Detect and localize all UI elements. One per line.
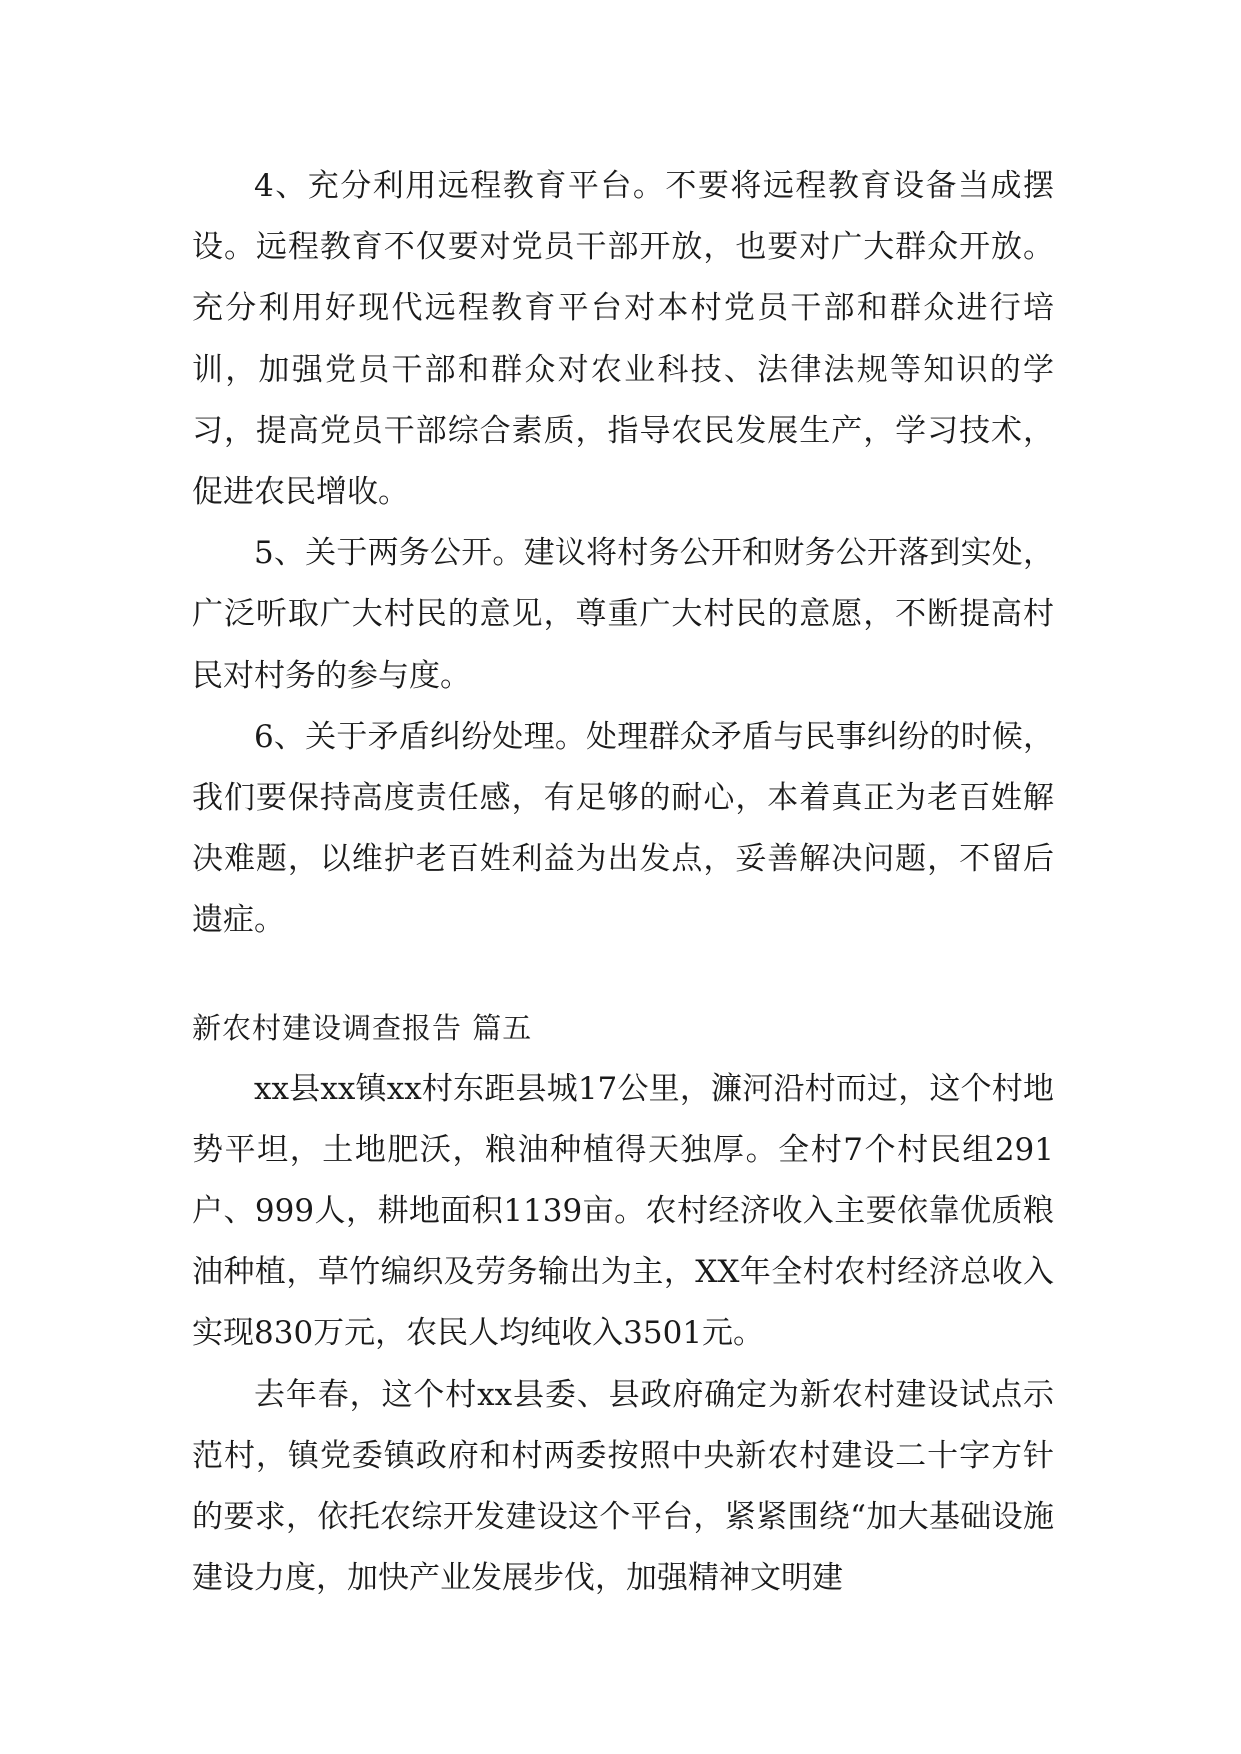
paragraph-dispute-handling: 6、关于矛盾纠纷处理。处理群众矛盾与民事纠纷的时候，我们要保持高度责任感，有足够的耐心，本着真正为老百姓解决难题，以维护老百姓利益为出发点，妥善解决问题，不留后遗症。 <box>192 718 1054 939</box>
paragraph-pilot-village: 去年春，这个村xx县委、县政府确定为新农村建设试点示范村，镇党委镇政府和村两委按照中央新农村建设二十字方针的要求，依托农综开发建设这个平台，紧紧围绕“加大基础设施建设力度，加快产业发展步伐，加强精神文明建 <box>192 1376 1054 1597</box>
section-title: 新农村建设调查报告 篇五 <box>192 1010 533 1045</box>
paragraph-village-overview: xx县xx镇xx村东距县城17公里，濂河沿村而过，这个村地势平坦，土地肥沃，粮油种植得天独厚。全村7个村民组291户、999人，耕地面积1139亩。农村经济收入主要依靠优质粮油种植，草竹编织及劳务输出为主，XX年全村农村经济总收入实现830万元，农民人均纯收入3501元。 <box>192 1070 1054 1352</box>
paragraph-affairs-disclosure: 5、关于两务公开。建议将村务公开和财务公开落到实处，广泛听取广大村民的意见，尊重广大村民的意愿，不断提高村民对村务的参与度。 <box>192 535 1054 694</box>
document-body <box>192 156 1054 1609</box>
paragraph-remote-education: 4、充分利用远程教育平台。不要将远程教育设备当成摆设。远程教育不仅要对党员干部开放，也要对广大群众开放。充分利用好现代远程教育平台对本村党员干部和群众进行培训，加强党员干部和群众对农业科技、法律法规等知识的学习，提高党员干部综合素质，指导农民发展生产，学习技术，促进农民增收。 <box>192 168 1054 511</box>
